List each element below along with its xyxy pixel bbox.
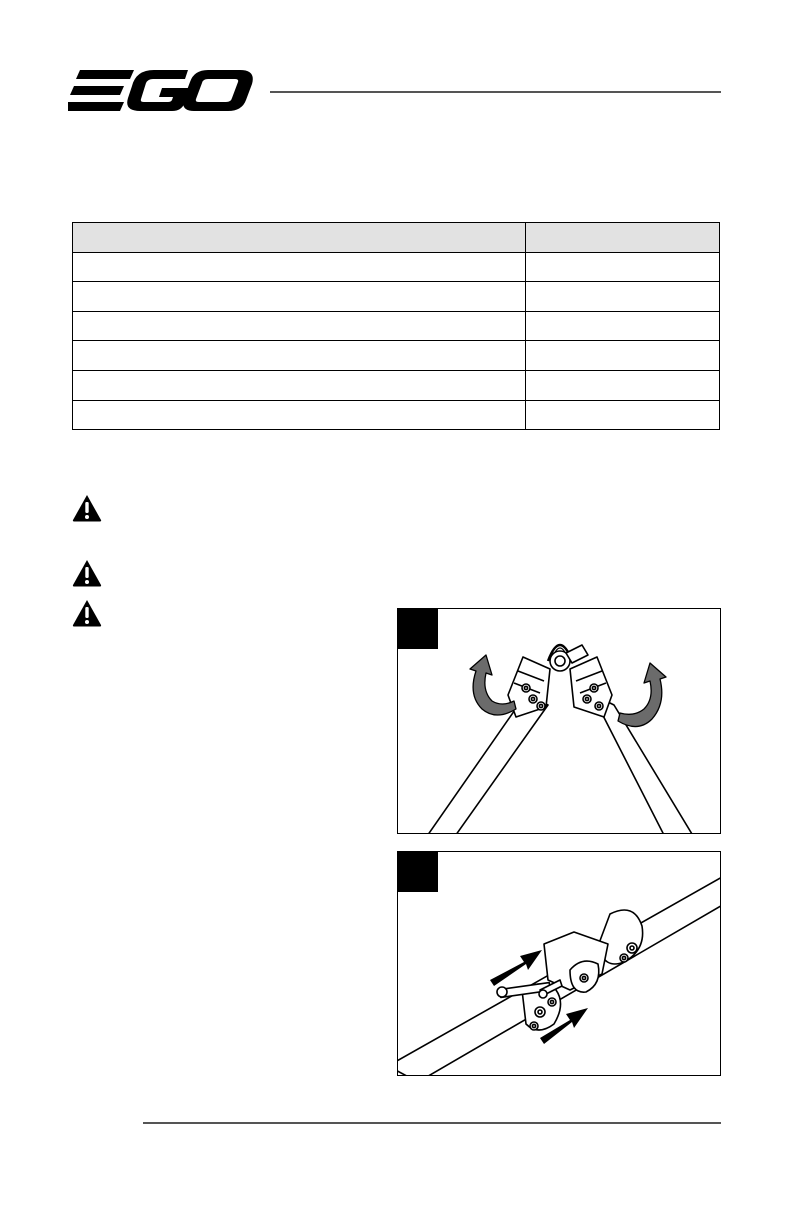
push-arrow-upper xyxy=(490,950,542,986)
warning-triangle-icon xyxy=(72,558,102,588)
footer-rule xyxy=(143,1122,721,1124)
table-cell xyxy=(526,400,720,430)
table-cell xyxy=(526,370,720,400)
rotate-arrow-left xyxy=(470,655,516,715)
table-cell xyxy=(73,311,526,341)
table-cell xyxy=(73,282,526,312)
table-cell xyxy=(73,400,526,430)
parts-table xyxy=(72,222,720,430)
rotate-arrow-right xyxy=(618,663,666,727)
ego-logo xyxy=(68,66,253,114)
table-cell xyxy=(526,252,720,282)
table-row xyxy=(73,282,720,312)
table-row xyxy=(73,400,720,430)
figure-1 xyxy=(397,608,721,834)
table-cell xyxy=(73,370,526,400)
column-header xyxy=(526,223,720,253)
column-header xyxy=(73,223,526,253)
table-cell xyxy=(526,282,720,312)
coupler-slide-illustration xyxy=(398,852,720,1075)
table-row xyxy=(73,341,720,371)
table-cell xyxy=(73,341,526,371)
table-row xyxy=(73,252,720,282)
warning-triangle-icon xyxy=(72,493,102,523)
table-header-row xyxy=(73,223,720,253)
table-cell xyxy=(526,341,720,371)
table-row xyxy=(73,370,720,400)
figure-2 xyxy=(397,851,721,1076)
pole-hinge-illustration xyxy=(398,609,720,833)
table-row xyxy=(73,311,720,341)
table-cell xyxy=(73,252,526,282)
table-cell xyxy=(526,311,720,341)
header-rule xyxy=(270,91,721,93)
warning-triangle-icon xyxy=(72,598,102,628)
